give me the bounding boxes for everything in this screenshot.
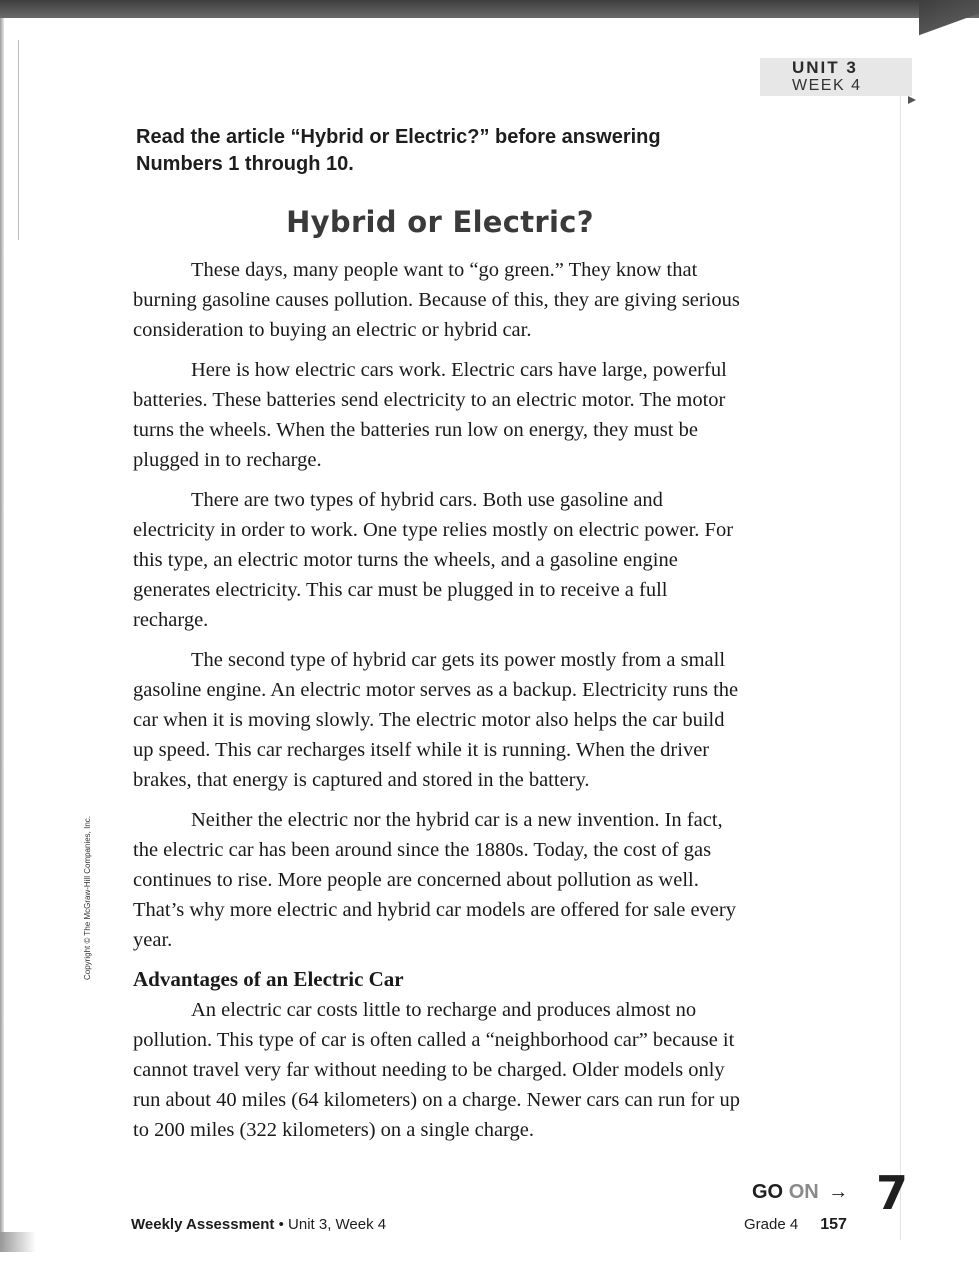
go-on-indicator xyxy=(752,1181,848,1204)
go-label: GO xyxy=(752,1181,784,1203)
scan-top-border xyxy=(0,0,979,18)
section-paragraph: An electric car costs little to recharge and produces almost no pollution. This type of car is often called a “neighborhood car” because it cannot travel very far without needing to be charged. Older models only run about 40 miles (64 kilometers) on a charge. Newer cars can run for up to 200 miles (322 kilometers) on a single charge. xyxy=(133,999,741,1141)
footer-subtitle: Unit 3, Week 4 xyxy=(288,1216,387,1233)
scan-right-border xyxy=(900,60,901,1240)
scan-left-border xyxy=(0,18,4,1248)
week-label: WEEK 4 xyxy=(792,77,862,94)
footer-left xyxy=(131,1216,386,1233)
copyright-note: Copyright © The McGraw-Hill Companies, Inc. xyxy=(83,815,92,980)
paragraph-5: Neither the electric nor the hybrid car is a new invention. In fact, the electric car has been around since the 1880s. Today, the cost of gas continues to rise. More people are concerned about pollution as well. That’s why more electric and hybrid car models are offered for sale every year. xyxy=(133,809,736,951)
paragraph-1: These days, many people want to “go green.” They know that burning gasoline causes pollution. Because of this, they are giving serious consideration to buying an electric or hybrid car. xyxy=(133,259,740,341)
on-label: ON xyxy=(788,1181,819,1203)
footer-title: Weekly Assessment xyxy=(131,1216,275,1233)
handwritten-page-mark: 7 xyxy=(876,1166,909,1220)
instructions-line-2: Numbers 1 through 10. xyxy=(136,153,354,175)
grade-label: Grade 4 xyxy=(744,1216,799,1233)
unit-label: UNIT 3 xyxy=(792,58,858,77)
footer-separator: • xyxy=(274,1216,289,1233)
instructions xyxy=(136,124,756,178)
paragraph-3: There are two types of hybrid cars. Both use gasoline and electricity in order to work. One type relies mostly on electric power. For this type, an electric motor turns the wheels, and a gasoline engine generates electricity. This car must be plugged in to receive a full recharge. xyxy=(133,489,734,631)
paragraph-2: Here is how electric cars work. Electric cars have large, powerful batteries. These batteries send electricity to an electric motor. The motor turns the wheels. When the batteries run low on energy, they must be plugged in to recharge. xyxy=(133,359,727,471)
footer-right xyxy=(744,1216,847,1234)
tag-arrow-icon xyxy=(908,96,916,104)
unit-week-tag xyxy=(760,58,912,96)
section-heading: Advantages of an Electric Car xyxy=(133,967,404,991)
article-title: Hybrid or Electric? xyxy=(286,205,594,239)
page-number: 157 xyxy=(820,1216,847,1233)
instructions-line-1: Read the article “Hybrid or Electric?” before answering xyxy=(136,126,661,148)
arrow-right-icon: → xyxy=(828,1181,849,1203)
scan-bottom-left-shadow xyxy=(0,1232,36,1252)
scan-corner-shadow xyxy=(919,0,979,48)
paragraph-4: The second type of hybrid car gets its power mostly from a small gasoline engine. An electric motor serves as a backup. Electricity runs the car when it is moving slowly. The electric motor also helps the car build up speed. This car recharges itself while it is running. When the driver brakes, that energy is captured and stored in the battery. xyxy=(133,649,739,791)
article-body xyxy=(133,255,745,1155)
